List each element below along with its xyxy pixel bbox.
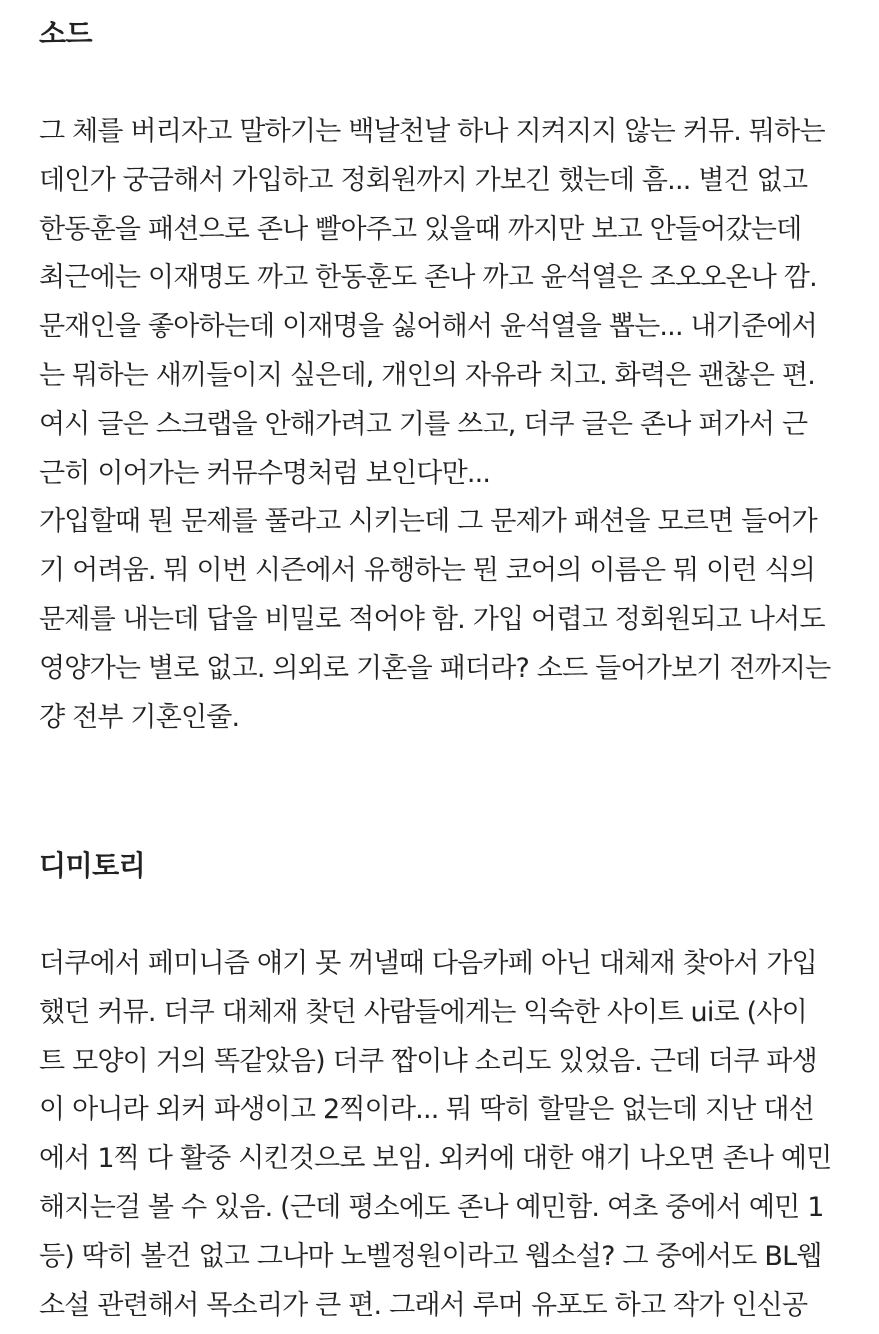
section-body-sword [39, 108, 830, 742]
body-line: 등) 딱히 볼건 없고 그나마 노벨정원이라고 웹소설? 그 중에서도 BL웹 [39, 1240, 822, 1272]
body-line: 영양가는 별로 없고. 의외로 기혼을 패더라? 소드 들어가보기 전까지는 [39, 652, 831, 684]
section-title-sword: 소드 [39, 17, 93, 50]
section-title-dmitory: 디미토리 [39, 849, 146, 882]
body-line: 는 뭐하는 새끼들이지 싶은데, 개인의 자유라 치고. 화력은 괜찮은 편. [39, 359, 816, 391]
body-line: 소설 관련해서 목소리가 큰 편. 그래서 루머 유포도 하고 작가 인신공 [39, 1289, 808, 1321]
body-line: 가입할때 뭔 문제를 풀라고 시키는데 그 문제가 패션을 모르면 들어가 [39, 506, 817, 538]
body-line: 문재인을 좋아하는데 이재명을 싫어해서 윤석열을 뽑는... 내기준에서 [39, 311, 817, 343]
body-line: 문제를 내는데 답을 비밀로 적어야 함. 가입 어렵고 정회원되고 나서도 [39, 603, 825, 635]
body-line: 최근에는 이재명도 까고 한동훈도 존나 까고 윤석열은 조오오온나 깜. [39, 262, 817, 294]
body-line: 그 체를 버리자고 말하기는 백날천날 하나 지켜지지 않는 커뮤. 뭐하는 [39, 116, 825, 147]
body-line: 기 어려움. 뭐 이번 시즌에서 유행하는 뭔 코어의 이름은 뭐 이런 식의 [39, 555, 816, 587]
body-line: 했던 커뮤. 더쿠 대체재 찾던 사람들에게는 익숙한 사이트 ui로 (사이 [39, 996, 807, 1028]
body-line: 더쿠에서 페미니즘 얘기 못 꺼낼때 다음카페 아닌 대체재 찾아서 가입 [39, 948, 817, 979]
body-line: 근히 이어가는 커뮤수명처럼 보인다만... [39, 457, 491, 489]
body-line: 해지는걸 볼 수 있음. (근데 평소에도 존나 예민함. 여초 중에서 예민 1 [39, 1191, 824, 1223]
body-line: 여시 글은 스크랩을 안해가려고 기를 쓰고, 더쿠 글은 존나 퍼가서 근 [39, 408, 808, 440]
body-line: 걍 전부 기혼인줄. [39, 701, 240, 733]
body-line: 데인가 궁금해서 가입하고 정회원까지 가보긴 했는데 흠... 별건 없고 [39, 164, 808, 196]
body-line: 한동훈을 패션으로 존나 빨아주고 있을때 까지만 보고 안들어갔는데 [39, 213, 802, 245]
section-body-dmitory [39, 940, 831, 1330]
body-line: 트 모양이 거의 똑같았음) 더쿠 짭이냐 소리도 있었음. 근데 더쿠 파생 [39, 1045, 817, 1077]
body-line: 에서 1찍 다 활중 시킨것으로 보임. 외커에 대한 얘기 나오면 존나 예민 [39, 1143, 832, 1175]
body-line: 이 아니라 외커 파생이고 2찍이라... 뭐 딱히 할말은 없는데 지난 대선 [39, 1094, 814, 1126]
